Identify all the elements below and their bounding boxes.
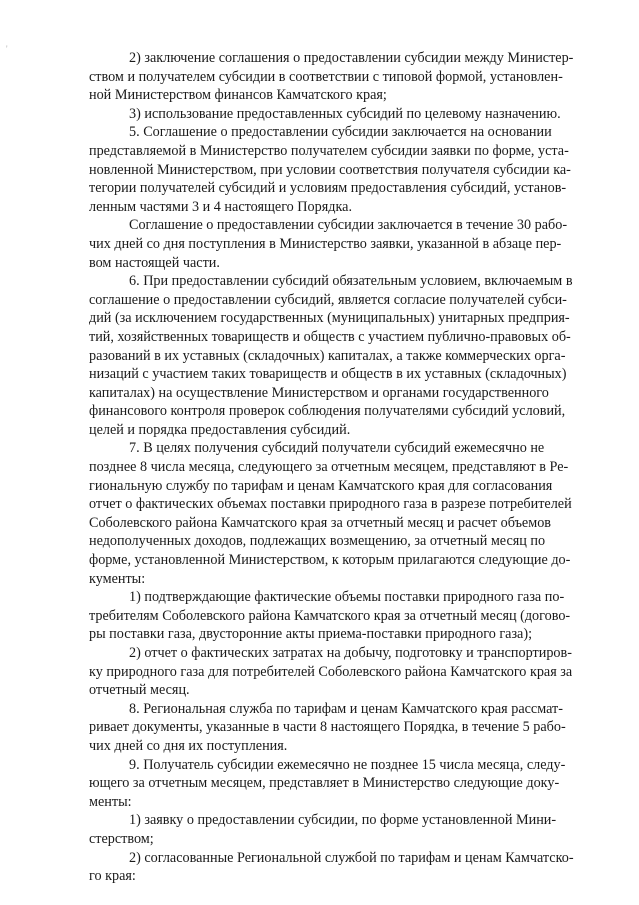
paragraph-section-7-item-1: 1) подтверждающие фактические объемы поставки природного газа по- требителям Соболевского района Камчатского края за отчетный месяц (догово- ры поставки газа, двусторонние акты приема-поставки природного газа); (89, 589, 571, 643)
margin-mark: ' (6, 44, 8, 54)
paragraph-item-3-usage: 3) использование предоставленных субсидий по целевому назначению. (129, 105, 561, 122)
paragraph-section-7: 7. В целях получения субсидий получатели субсидий ежемесячно не позднее 8 числа месяца, следующего за отчетным месяцем, представляют в Ре- гиональную службу по тарифам и ценам Камчатского края для согласования отчет о фактических объемах поставки природного газа в разрезе потребителей Соболевского района Камчатского края за отчетный месяц и расчет объемов недополученных доходов, подлежащих возмещению, за отчетный месяц по форме, установленной Министерством, к которым прилагаются следующие до- кументы: (89, 440, 572, 587)
paragraph-section-6: 6. При предоставлении субсидий обязательным условием, включаемым в соглашение о предоставлении субсидий, является согласие получателей субси- дий (за исключением государственных (муниципальных) унитарных предприя- тий, хозяйственных товариществ и обществ с участием публично-правовых об- разований в их уставных (складочных) капиталах, а также коммерческих орга- низаций с участием таких товариществ и обществ в их уставных (складочных) капиталах) на осуществление Министерством и органами государственного финансового контроля проверок соблюдения получателями субсидий условий, целей и порядка предоставления субсидий. (89, 273, 573, 438)
paragraph-section-7-item-2: 2) отчет о фактических затратах на добычу, подготовку и транспортиров- ку природного газа для потребителей Соболевского района Камчатского края за отчетный месяц. (89, 645, 573, 699)
paragraph-section-9-item-1: 1) заявку о предоставлении субсидии, по форме установленной Мини- стерством; (89, 812, 557, 847)
paragraph-section-5-term: Соглашение о предоставлении субсидии заключается в течение 30 рабо- чих дней со дня поступления в Министерство заявки, указанной в абзаце пер- вом настоящей части. (89, 217, 568, 271)
paragraph-section-9-item-2: 2) согласованные Региональной службой по тарифам и ценам Камчатско- го края: (89, 849, 574, 885)
paragraph-section-5: 5. Соглашение о предоставлении субсидии заключается на основании представляемой в Министерство получателем субсидии заявки по форме, уста- новленной Министерством, при условии соответствия получателя субсидии ка- тегории получателей субсидий и условиям предоставления субсидий, установ- ленным частями 3 и 4 настоящего Порядка. (89, 124, 571, 215)
paragraph-item-2-agreement: 2) заключение соглашения о предоставлении субсидии между Министер- ством и получателем субсидии в соответствии с типовой формой, установлен- ной Министерством финансов Камчатского края; (89, 50, 574, 104)
paragraph-section-8: 8. Региональная служба по тарифам и ценам Камчатского края рассмат- ривает документы, указанные в части 8 настоящего Порядка, в течение 5 рабо- чих дней со дня их поступления. (89, 700, 566, 754)
paragraph-section-9: 9. Получатель субсидии ежемесячно не позднее 15 числа месяца, следу- ющего за отчетным месяцем, представляет в Министерство следующие доку- менты: (89, 756, 566, 810)
